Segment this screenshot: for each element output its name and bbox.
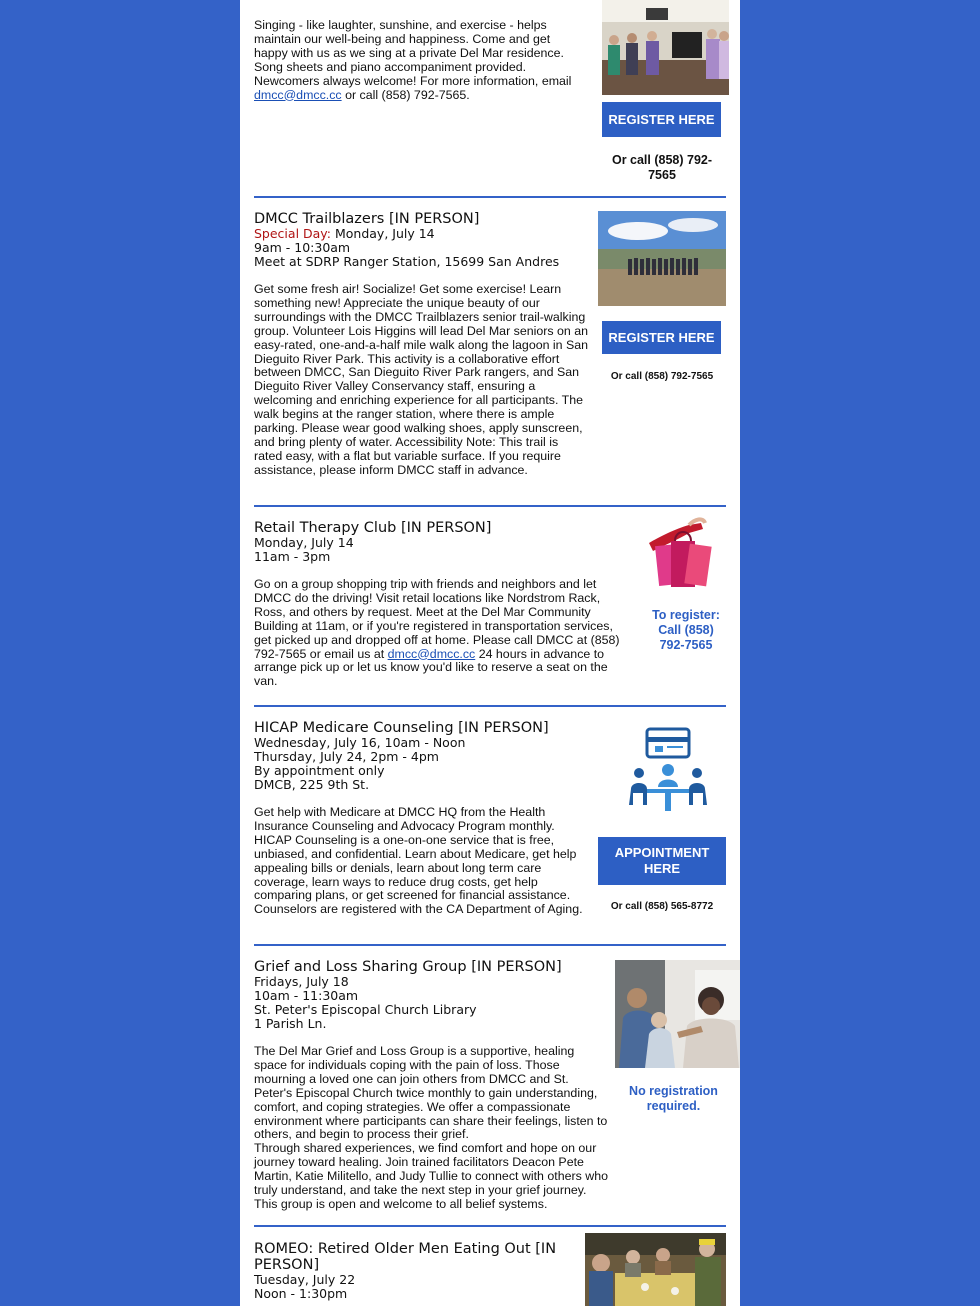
trailblazers-group-photo [598,211,726,306]
retail-title: Retail Therapy Club [IN PERSON] [254,520,492,536]
romeo-group-photo [585,1233,726,1306]
hicap-appointment-note: By appointment only [254,763,385,778]
retail-time: 11am - 3pm [254,549,331,564]
grief-description-2: Through shared experiences, we find comfort and hope on our journey toward healing. Join trained facilitators Deacon Pete Martin, Katie Militello, and Judy Tullie to connect with others who truly understand, and take the next step in your grief journey. This group is open and welcome to all belief systems. [254,1141,608,1211]
section-divider [254,505,726,507]
singing-register-button[interactable]: REGISTER HERE [602,102,721,137]
grief-time: 10am - 11:30am [254,988,359,1003]
section-divider [254,944,726,946]
hicap-date-1: Wednesday, July 16, 10am - Noon [254,735,466,750]
hicap-date-2: Thursday, July 24, 2pm - 4pm [254,749,439,764]
hicap-section [254,720,589,917]
hicap-location: DMCB, 225 9th St. [254,777,370,792]
singing-group-photo [602,0,729,95]
grief-group-photo [615,960,740,1068]
grief-title: Grief and Loss Sharing Group [IN PERSON] [254,959,562,975]
grief-registration-note: No registration required. [629,1084,718,1113]
grief-location-2: 1 Parish Ln. [254,1016,327,1031]
singing-description: Singing - like laughter, sunshine, and exercise - helps maintain our well-being and happiness. Come and get happy with us as we sing at a private Del Mar residence. Song sheets and piano accompaniment provided. Newcomers always welcome! For more information, email dmcc@dmcc.cc or call (858) 792-7565. [254,18,572,102]
retail-date: Monday, July 14 [254,535,354,550]
trailblazers-day: Special Day: Monday, July 14 [254,226,435,241]
retail-section [254,520,632,689]
singing-call-note: Or call (858) 792-7565 [611,153,713,182]
romeo-title: ROMEO: Retired Older Men Eating Out [IN PERSON] [254,1241,557,1273]
retail-register-note: To register: Call (858) 792-7565 [652,608,720,652]
counseling-icon [625,725,711,817]
trailblazers-time: 9am - 10:30am [254,240,351,255]
grief-description-1: The Del Mar Grief and Loss Group is a supportive, healing space for individuals coping with the pain of loss. Those mourning a loved one can join others from DMCC and St. Peter's Episcopal Church twice monthly to gain understanding, comfort, and coping strategies. We offer a compassionate environment where participants can share their feelings, listen to others, and begin to process their grief. [254,1044,608,1142]
trailblazers-title: DMCC Trailblazers [IN PERSON] [254,211,480,227]
trailblazers-section [254,211,589,478]
section-divider [254,1225,726,1227]
hicap-call-note: Or call (858) 565-8772 [610,901,714,912]
retail-description: Go on a group shopping trip with friends and neighbors and let DMCC do the driving! Visit retail locations like Nordstrom Rack, Ross, and others by request. Meet at the Del Mar Community Building at 11am, or if you're registered in transportation services, get picked up and dropped off at home. Please call DMCC at (858) 792-7565 or email us at dmcc@dmcc.cc 24 hours in advance to arrange pick up or let us know you'd like to reserve a seat on the van. [254,577,620,689]
romeo-date: Tuesday, July 22 [254,1272,356,1287]
retail-email-link[interactable]: dmcc@dmcc.cc [387,646,476,661]
trailblazers-location: Meet at SDRP Ranger Station, 15699 San Andres [254,254,560,269]
hicap-description: Get help with Medicare at DMCC HQ from the Health Insurance Counseling and Advocacy Program monthly. HICAP Counseling is a one-on-one service that is free, unbiased, and confidential. Learn about Medicare, get help appealing bills or denials, learn about long term care coverage, learn ways to reduce drug costs, get help comparing plans, or get screened for financial assistance. Counselors are registered with the CA Department of Aging. [254,805,583,917]
singing-email-link[interactable]: dmcc@dmcc.cc [254,87,342,102]
section-divider [254,705,726,707]
hicap-title: HICAP Medicare Counseling [IN PERSON] [254,720,549,736]
hicap-appointment-button[interactable]: APPOINTMENT HERE [598,837,726,885]
grief-date: Fridays, July 18 [254,974,349,989]
romeo-section [254,1241,584,1301]
shopping-bags-icon [645,515,727,595]
newsletter-page [240,0,740,1306]
grief-section [254,959,609,1212]
trailblazers-description: Get some fresh air! Socialize! Get some exercise! Learn something new! Appreciate the unique beauty of our surroundings with the DMCC Trailblazers senior trail-walking group. Volunteer Lois Higgins will lead Del Mar seniors on an easy-rated, one-and-a-half mile walk along the lagoon in San Dieguito River Park. This activity is a collaborative effort between DMCC, San Dieguito River Park rangers, and San Dieguito River Valley Conservancy staff, ensuring a welcoming and enriching experience for all participants. The walk begins at the ranger station, where there is ample parking. Please wear good walking shoes, apply sunscreen, and bring plenty of water. Accessibility Note: This trail is rated easy, with a flat but variable surface. If you require assistance, please inform DMCC staff in advance. [254,282,589,477]
trailblazers-register-button[interactable]: REGISTER HERE [602,321,721,354]
grief-location-1: St. Peter's Episcopal Church Library [254,1002,477,1017]
trailblazers-call-note: Or call (858) 792-7565 [610,371,714,382]
romeo-time: Noon - 1:30pm [254,1286,348,1301]
section-divider [254,196,726,198]
